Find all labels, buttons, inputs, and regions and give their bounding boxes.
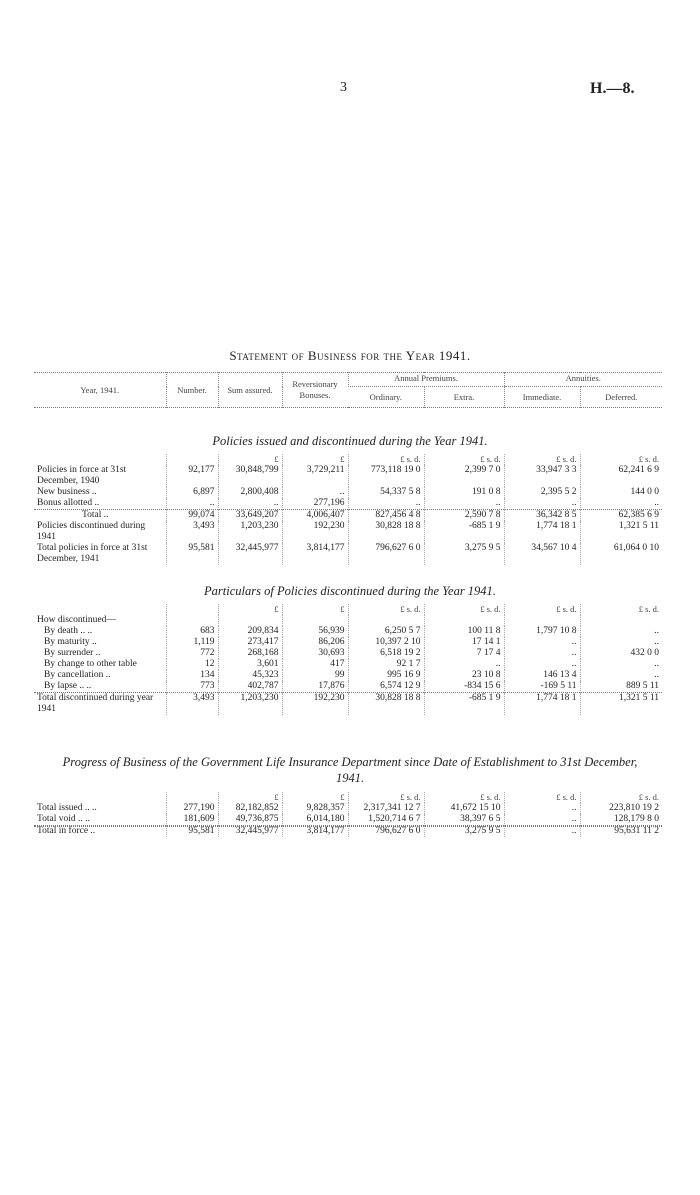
progress-table (34, 792, 662, 837)
row-label: Policies in force at 31st December, 1940 (37, 465, 127, 486)
table-cell: 54,337 5 8 (348, 487, 424, 498)
table-cell: 2,590 7 8 (424, 510, 504, 522)
col-ordinary: Ordinary. (369, 391, 402, 402)
table-cell: 17,876 (282, 681, 348, 693)
table-cell: 3,601 (218, 659, 282, 670)
table-cell: 62,241 6 9 (580, 465, 662, 487)
table-cell: 10,397 2 10 (348, 637, 424, 648)
table-cell (348, 615, 424, 626)
col-immediate: Immediate. (504, 387, 580, 408)
table-cell: 41,672 15 10 (424, 803, 504, 814)
table-row (34, 510, 662, 522)
table-cell: 95,581 (166, 826, 218, 838)
table-cell: 402,787 (218, 681, 282, 693)
table-cell: -685 1 9 (424, 521, 504, 543)
table-cell: 49,736,875 (218, 814, 282, 826)
row-label: Total void .. .. (37, 814, 90, 824)
table-cell: 36,342 8 5 (504, 510, 580, 522)
table-cell: 181,609 (166, 814, 218, 826)
table-cell: 1,520,714 6 7 (348, 814, 424, 826)
row-label: Total in force .. (37, 826, 96, 836)
table-row (34, 693, 662, 716)
table-cell: 95,631 11 2 (580, 826, 662, 838)
unit-pound-s-d: £ s. d. (348, 454, 424, 465)
row-label: Total .. (82, 510, 109, 520)
unit-pound: £ (282, 792, 348, 803)
unit-pound-s-d: £ s. d. (424, 792, 504, 803)
row-label: By lapse .. .. (44, 681, 92, 691)
unit-pound-s-d: £ s. d. (580, 454, 662, 465)
table-cell: .. (580, 637, 662, 648)
section-title-progress: Progress of Business of the Government Life Insurance Department since Date of Establishment to 31st December, 1941. (62, 755, 638, 785)
table-row (34, 826, 662, 838)
unit-pound-s-d: £ s. d. (348, 792, 424, 803)
table-cell: 9,828,357 (282, 803, 348, 814)
table-cell: 30,693 (282, 648, 348, 659)
table-cell: .. (580, 626, 662, 637)
row-label: Total discontinued during year 1941 (37, 693, 154, 714)
table-cell: 417 (282, 659, 348, 670)
table-cell: 995 16 9 (348, 670, 424, 681)
table-cell: 61,064 0 10 (580, 543, 662, 565)
table-cell: 99,074 (166, 510, 218, 522)
table-row (34, 681, 662, 693)
units-row (34, 454, 662, 465)
table-cell: -169 5 11 (504, 681, 580, 693)
table-cell: 3,814,177 (282, 543, 348, 565)
table-cell: 33,649,207 (218, 510, 282, 522)
table-cell: 3,814,177 (282, 826, 348, 838)
unit-pound-s-d: £ s. d. (580, 604, 662, 615)
table-row (34, 659, 662, 670)
page-number: 3 (340, 80, 347, 95)
unit-pound: £ (218, 792, 282, 803)
col-annual-premiums: Annual Premiums. (348, 373, 504, 387)
col-deferred: Deferred. (580, 387, 662, 408)
table-row (34, 814, 662, 826)
table-cell: 1,774 18 1 (504, 521, 580, 543)
unit-pound: £ (218, 454, 282, 465)
table-cell: 3,729,211 (282, 465, 348, 487)
table-cell (580, 615, 662, 626)
table-cell: -834 15 6 (424, 681, 504, 693)
bottom-rule (34, 826, 662, 827)
table-cell: 146 13 4 (504, 670, 580, 681)
table-row (34, 670, 662, 681)
table-cell: 683 (166, 626, 218, 637)
units-row (34, 604, 662, 615)
table-cell: 56,939 (282, 626, 348, 637)
table-row (34, 803, 662, 814)
unit-pound-s-d: £ s. d. (424, 604, 504, 615)
table-cell: 4,006,407 (282, 510, 348, 522)
row-label: By change to other table (44, 659, 137, 669)
col-number: Number. (166, 373, 218, 408)
table-cell: 6,897 (166, 487, 218, 498)
col-annuities: Annuities. (504, 373, 662, 387)
row-label: New business .. (37, 487, 97, 497)
table-cell: 23 10 8 (424, 670, 504, 681)
table-cell: .. (580, 498, 662, 510)
table-cell: .. (504, 648, 580, 659)
column-header (34, 372, 662, 408)
table-cell: 1,774 18 1 (504, 693, 580, 716)
table-cell: 2,395 5 2 (504, 487, 580, 498)
table-row (34, 487, 662, 498)
table-cell: .. (504, 498, 580, 510)
table-cell: .. (504, 659, 580, 670)
table-row (34, 626, 662, 637)
statement-title: Statement of Business for the Year 1941. (229, 348, 471, 363)
unit-pound-s-d: £ s. d. (580, 792, 662, 803)
table-cell: 827,456 4 8 (348, 510, 424, 522)
table-cell: 1,203,230 (218, 521, 282, 543)
document-reference: H.—8. (590, 80, 635, 97)
units-row (34, 792, 662, 803)
table-cell: 796,627 6 0 (348, 826, 424, 838)
table-cell (166, 615, 218, 626)
table-cell: 6,250 5 7 (348, 626, 424, 637)
table-cell: 209,834 (218, 626, 282, 637)
table-cell: .. (580, 670, 662, 681)
table-cell: 33,947 3 3 (504, 465, 580, 487)
table-cell: 2,800,408 (218, 487, 282, 498)
table-cell: 128,179 8 0 (580, 814, 662, 826)
table-cell: 95,581 (166, 543, 218, 565)
table-cell: 38,397 6 5 (424, 814, 504, 826)
row-label: Policies discontinued during 1941 (37, 521, 146, 542)
unit-pound-s-d: £ s. d. (424, 454, 504, 465)
table-cell: 100 11 8 (424, 626, 504, 637)
unit-pound: £ (282, 454, 348, 465)
table-cell: 192,230 (282, 521, 348, 543)
table-cell: 99 (282, 670, 348, 681)
table-cell: 7 17 4 (424, 648, 504, 659)
table-cell: 2,399 7 0 (424, 465, 504, 487)
table-cell: 773,118 19 0 (348, 465, 424, 487)
unit-pound: £ (218, 604, 282, 615)
section-title-particulars: Particulars of Policies discontinued during the Year 1941. (204, 584, 496, 598)
table-cell: 268,168 (218, 648, 282, 659)
table-cell: 82,182,852 (218, 803, 282, 814)
row-label: Total issued .. .. (37, 803, 97, 813)
table-cell: 92,177 (166, 465, 218, 487)
table-row (34, 648, 662, 659)
table-cell: .. (504, 814, 580, 826)
row-label: By death .. .. (44, 626, 93, 636)
table-cell: 2,317,341 12 7 (348, 803, 424, 814)
row-label: How discontinued— (37, 615, 116, 625)
table-row (34, 521, 662, 543)
table-cell (504, 615, 580, 626)
table-cell (282, 615, 348, 626)
table-cell: 45,323 (218, 670, 282, 681)
table-cell: 432 0 0 (580, 648, 662, 659)
particulars-table (34, 604, 662, 715)
table-cell: 1,321 5 11 (580, 521, 662, 543)
table-cell: .. (348, 498, 424, 510)
col-reversionary: Reversionary Bonuses. (282, 373, 348, 408)
table-cell: 92 1 7 (348, 659, 424, 670)
table-cell: .. (424, 659, 504, 670)
table-cell: 12 (166, 659, 218, 670)
row-label: By surrender .. (44, 648, 101, 658)
table-cell: -685 1 9 (424, 693, 504, 716)
table-cell: .. (504, 826, 580, 838)
unit-pound-s-d: £ s. d. (348, 604, 424, 615)
table-cell: 6,518 19 2 (348, 648, 424, 659)
table-cell: 1,797 10 8 (504, 626, 580, 637)
table-cell: 6,574 12 9 (348, 681, 424, 693)
table-cell (424, 615, 504, 626)
table-cell: 192,230 (282, 693, 348, 716)
col-sum-assured: Sum assured. (218, 373, 282, 408)
table-row (34, 615, 662, 626)
table-cell: 30,828 18 8 (348, 693, 424, 716)
table-row (34, 498, 662, 510)
table-cell: .. (580, 659, 662, 670)
table-cell: 223,810 19 2 (580, 803, 662, 814)
table-cell: 1,119 (166, 637, 218, 648)
table-cell: 62,385 6 9 (580, 510, 662, 522)
table-cell: 34,567 10 4 (504, 543, 580, 565)
table-cell: 3,493 (166, 521, 218, 543)
unit-pound: £ (282, 604, 348, 615)
table-cell: .. (424, 498, 504, 510)
table-cell: .. (504, 803, 580, 814)
unit-pound-s-d: £ s. d. (504, 454, 580, 465)
table-cell: 17 14 1 (424, 637, 504, 648)
table-cell: 134 (166, 670, 218, 681)
table-cell: .. (218, 498, 282, 510)
unit-pound-s-d: £ s. d. (504, 604, 580, 615)
table-cell: 86,206 (282, 637, 348, 648)
table-cell: 6,014,180 (282, 814, 348, 826)
table-cell: 30,848,799 (218, 465, 282, 487)
row-label: By maturity .. (44, 637, 97, 647)
table-cell: 30,828 18 8 (348, 521, 424, 543)
table-cell: 277,196 (282, 498, 348, 510)
table-cell: 32,445,977 (218, 826, 282, 838)
table-cell: 191 0 8 (424, 487, 504, 498)
table-cell: 3,275 9 5 (424, 826, 504, 838)
unit-pound-s-d: £ s. d. (504, 792, 580, 803)
table-cell: 1,203,230 (218, 693, 282, 716)
table-cell: 889 5 11 (580, 681, 662, 693)
issued-discontinued-table (34, 454, 662, 565)
table-cell: 273,417 (218, 637, 282, 648)
table-cell (218, 615, 282, 626)
row-label: Bonus allotted .. (37, 498, 100, 508)
row-label: By cancellation .. (44, 670, 111, 680)
col-year: Year, 1941. (80, 384, 120, 395)
row-label: Total policies in force at 31st December, 1941 (37, 543, 148, 564)
table-row (34, 465, 662, 487)
table-cell: .. (166, 498, 218, 510)
table-row (34, 543, 662, 565)
table-cell: 772 (166, 648, 218, 659)
col-extra: Extra. (424, 387, 504, 408)
table-cell: 144 0 0 (580, 487, 662, 498)
table-cell: 1,321 5 11 (580, 693, 662, 716)
table-cell: 773 (166, 681, 218, 693)
table-row (34, 637, 662, 648)
table-cell: .. (282, 487, 348, 498)
section-title-issued: Policies issued and discontinued during the Year 1941. (212, 434, 488, 448)
table-cell: .. (504, 637, 580, 648)
table-cell: 277,190 (166, 803, 218, 814)
table-cell: 3,493 (166, 693, 218, 716)
table-cell: 796,627 6 0 (348, 543, 424, 565)
table-cell: 3,275 9 5 (424, 543, 504, 565)
table-cell: 32,445,977 (218, 543, 282, 565)
